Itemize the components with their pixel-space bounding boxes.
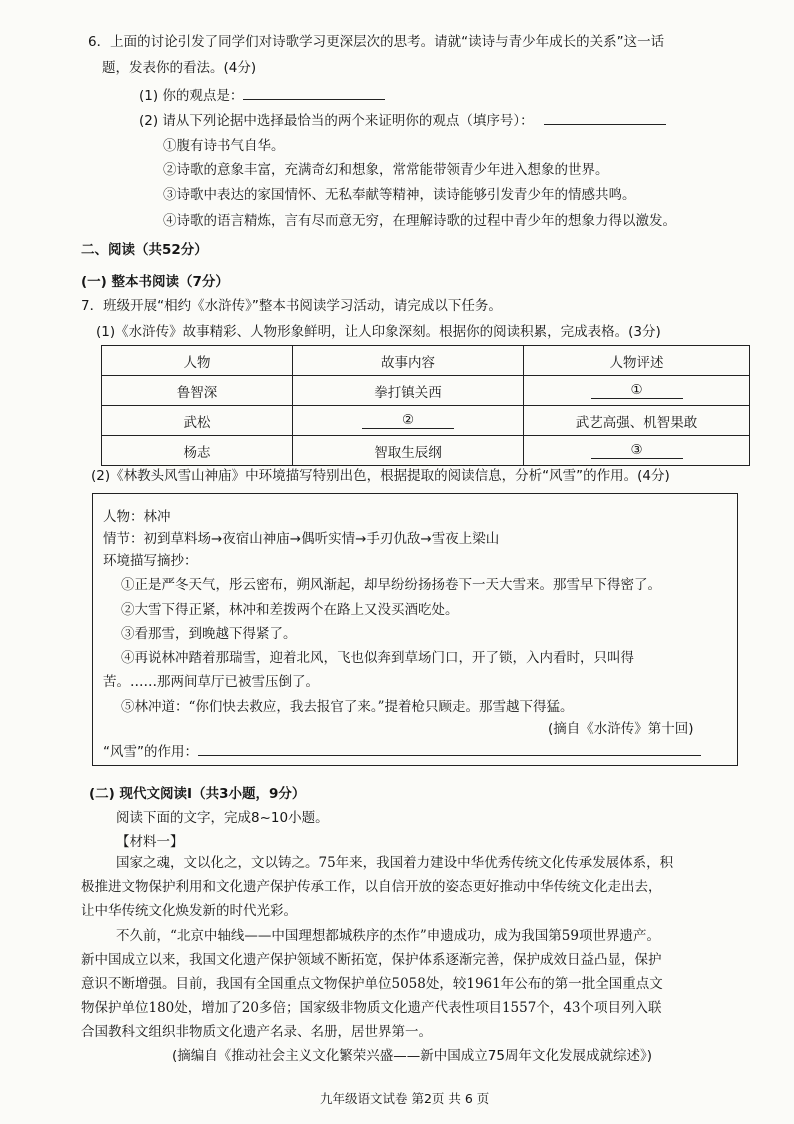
p2-line-4: 物保护单位180处，增加了20多倍；国家级非物质文化遗产代表性项目1557个，43个项目列入联	[81, 1000, 662, 1016]
q7-line1: 7．班级开展“相约《水浒传》”整本书阅读学习活动，请完成以下任务。	[81, 298, 502, 314]
p2-line-2: 新中国成立以来，我国文化遗产保护领域不断拓宽，保护体系逐渐完善，保护成效日益凸显，保护	[81, 952, 662, 968]
q6-option-3: ③诗歌中表达的家国情怀、无私奉献等精神，读诗能够引发青少年的情感共鸣。	[163, 187, 636, 203]
p1-line-1: 国家之魂，文以化之，文以铸之。75年来，我国着力建设中华优秀传统文化传承发展体系，积	[116, 855, 674, 871]
section2-part1-title: (一) 整本书阅读（7分）	[81, 274, 229, 290]
section2-title: 二、阅读（共52分）	[81, 242, 208, 258]
part2-instruction: 阅读下面的文字，完成8~10小题。	[116, 810, 329, 826]
q6-evidence-blank[interactable]	[544, 110, 666, 125]
table-row	[102, 406, 750, 436]
box-answer	[103, 741, 701, 762]
table-cell: 武艺高强、机智果敢	[524, 406, 750, 436]
box-quote-5: ⑤林冲道：“你们快去救应，我去报官了来。”提着枪只顾走。那雪越下得猛。	[121, 699, 574, 715]
p1-line-3: 让中华传统文化焕发新的时代光彩。	[81, 903, 297, 919]
q6-option-4: ④诗歌的语言精炼，言有尽而意无穷，在理解诗歌的过程中青少年的想象力得以激发。	[163, 213, 676, 229]
table-cell: 武松	[102, 406, 293, 436]
q7-sub2: (2)《林教头风雪山神庙》中环境描写特别出色，根据提取的阅读信息，分析“风雪”的作用。(4分)	[91, 468, 670, 484]
q6-viewpoint-blank[interactable]	[243, 85, 385, 100]
box-quote-4b: 苦。……那两间草厅已被雪压倒了。	[103, 674, 319, 690]
table-cell-blank[interactable]	[293, 406, 524, 436]
q6-sub1-text: (1) 你的观点是：	[139, 88, 244, 104]
box-source: (摘自《水浒传》第十回)	[548, 721, 694, 737]
table-cell: 智取生辰纲	[293, 436, 524, 466]
character-table	[101, 345, 750, 466]
table-header-row	[102, 346, 750, 376]
table-header: 人物	[102, 346, 293, 376]
q6-option-2: ②诗歌的意象丰富，充满奇幻和想象，常常能带领青少年进入想象的世界。	[163, 162, 609, 178]
box-quote-1: ①正是严冬天气，彤云密布，朔风渐起，却早纷纷扬扬卷下一天大雪来。那雪早下得密了。	[121, 577, 661, 593]
q6-sub2-text: (2) 请从下列论据中选择最恰当的两个来证明你的观点（填序号）：	[139, 113, 534, 129]
table-row	[102, 436, 750, 466]
q7-sub1: (1)《水浒传》故事精彩、人物形象鲜明，让人印象深刻。根据你的阅读积累，完成表格。(3分)	[96, 324, 661, 340]
page-footer: 九年级语文试卷 第2页 共 6 页	[320, 1091, 490, 1106]
q6-sub1	[139, 85, 385, 106]
part2-title: (二) 现代文阅读Ⅰ（共3小题，9分）	[89, 786, 306, 802]
blank-2: ②	[362, 412, 454, 429]
table-cell: 杨志	[102, 436, 293, 466]
q6-option-1: ①腹有诗书气自华。	[163, 138, 285, 154]
p2-line-1: 不久前，“北京中轴线——中国理想都城秩序的杰作”申遗成功，成为我国第59项世界遗产。	[116, 928, 660, 944]
table-cell: 鲁智深	[102, 376, 293, 406]
part2-source: (摘编自《推动社会主义文化繁荣兴盛——新中国成立75周年文化发展成就综述》)	[172, 1048, 652, 1064]
material-label: 【材料一】	[116, 834, 184, 850]
box-answer-label: “风雪”的作用：	[103, 744, 198, 760]
table-cell-blank[interactable]	[524, 376, 750, 406]
fengxue-answer-blank[interactable]	[198, 741, 701, 756]
p2-line-5: 合国教科文组织非物质文化遗产名录、名册，居世界第一。	[81, 1024, 432, 1040]
box-quote-4a: ④再说林冲踏着那瑞雪，迎着北风，飞也似奔到草场门口，开了锁，入内看时，只叫得	[121, 650, 634, 666]
box-person: 人物：林冲	[103, 509, 171, 525]
box-quote-2: ②大雪下得正紧，林冲和差拨两个在路上又没买酒吃处。	[121, 602, 459, 618]
q6-line1: 6．上面的讨论引发了同学们对诗歌学习更深层次的思考。请就“读诗与青少年成长的关系”这一话	[88, 34, 665, 50]
q6-sub2	[139, 110, 666, 131]
table-cell-blank[interactable]	[524, 436, 750, 466]
box-plot: 情节：初到草料场→夜宿山神庙→偶听实情→手刃仇敌→雪夜上梁山	[103, 531, 500, 547]
blank-3: ③	[591, 442, 683, 459]
p1-line-2: 极推进文物保护利用和文化遗产保护传承工作，以自信开放的姿态更好推动中华传统文化走出去，	[81, 879, 662, 895]
table-cell: 拳打镇关西	[293, 376, 524, 406]
box-quote-3: ③看那雪，到晚越下得紧了。	[121, 626, 297, 642]
blank-1: ①	[591, 382, 683, 399]
table-row	[102, 376, 750, 406]
q6-line2: 题，发表你的看法。(4分)	[102, 60, 257, 76]
table-header: 故事内容	[293, 346, 524, 376]
box-env-title: 环境描写摘抄：	[103, 553, 198, 569]
table-header: 人物评述	[524, 346, 750, 376]
p2-line-3: 意识不断增强。目前，我国有全国重点文物保护单位5058处，较1961年公布的第一批全国重点文	[81, 976, 663, 992]
